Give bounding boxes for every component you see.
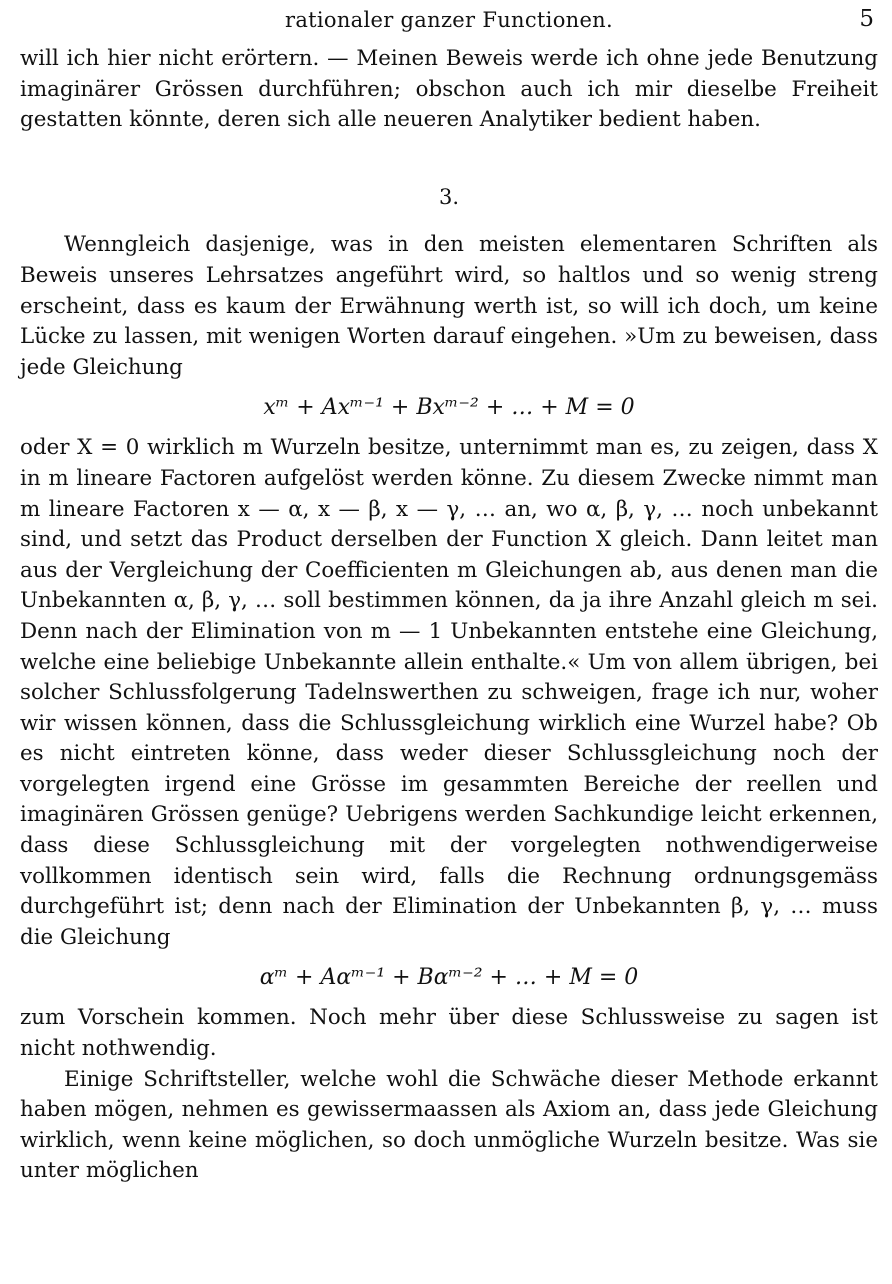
equation-2: αᵐ + Aαᵐ⁻¹ + Bαᵐ⁻² + … + M = 0 [259, 965, 639, 991]
running-head: rationaler ganzer Functionen. [285, 8, 613, 32]
paragraph-5: Einige Schriftsteller, welche wohl die Schwäche dieser Methode erkannt haben mögen, nehmen es gewissermaassen als Axiom an, dass jede Gleichung wirklich, wenn keine möglichen, so doch unmögliche Wurzeln besitze. Was sie unter möglichen [20, 1066, 878, 1184]
paragraph-2: Wenngleich dasjenige, was in den meisten elementaren Schriften als Beweis unseres Lehrsatzes angeführt wird, so haltlos und so wenig streng erscheint, dass es kaum der Erwähnung werth ist, so will ich doch, um keine Lücke zu lassen, mit wenigen Worten darauf eingehen. »Um zu beweisen, dass jede Gleichung [20, 232, 878, 380]
paragraph-1: will ich hier nicht erörtern. — Meinen Beweis werde ich ohne jede Benutzung imaginärer Grössen durchführen; obschon auch ich mir dieselbe Freiheit gestatten könnte, deren sich alle neueren Analytiker bedient haben. [20, 46, 878, 133]
section-number: 3. [438, 184, 460, 209]
paragraph-3: oder X = 0 wirklich m Wurzeln besitze, unternimmt man es, zu zeigen, dass X in m lineare Factoren aufgelöst werden könne. Zu diesem Zwecke nimmt man m lineare Factoren x — α, x — β, x — γ, … an, wo α, β, γ, … noch unbekannt sind, und setzt das Product derselben der Function X gleich. Dann leitet man aus der Vergleichung der Coefficienten m Gleichungen ab, aus denen man die Unbekannten α, β, γ, … soll bestimmen können, da ja ihre Anzahl gleich m sei. Denn nach der Elimination von m — 1 Unbekannten entstehe eine Gleichung, welche eine beliebige Unbekannte allein enthalte.« Um von allem übrigen, bei solcher Schlussfolgerung Tadelnswerthen zu schweigen, frage ich nur, woher wir wissen können, dass die Schlussgleichung wirklich eine Wurzel habe? Ob es nicht eintreten könne, dass weder dieser Schlussgleichung noch der vorgelegten irgend eine Grösse im gesammten Bereiche der reellen und imaginären Grössen genüge? Uebrigens werden Sachkundige leicht erkennen, dass diese Schlussgleichung mit der vorgelegten nothwendigerweise vollkommen identisch sein wird, falls die Rechnung ordnungsgemäss durchgeführt ist; denn nach der Elimination der Unbekannten β, γ, … muss die Gleichung [20, 435, 878, 950]
page-number: 5 [859, 6, 874, 32]
page-header [20, 0, 878, 44]
equation-1: xᵐ + Axᵐ⁻¹ + Bxᵐ⁻² + … + M = 0 [263, 395, 635, 421]
paragraph-4: zum Vorschein kommen. Noch mehr über diese Schlussweise zu sagen ist nicht nothwendig. [20, 1005, 878, 1062]
book-page [20, 0, 878, 1284]
